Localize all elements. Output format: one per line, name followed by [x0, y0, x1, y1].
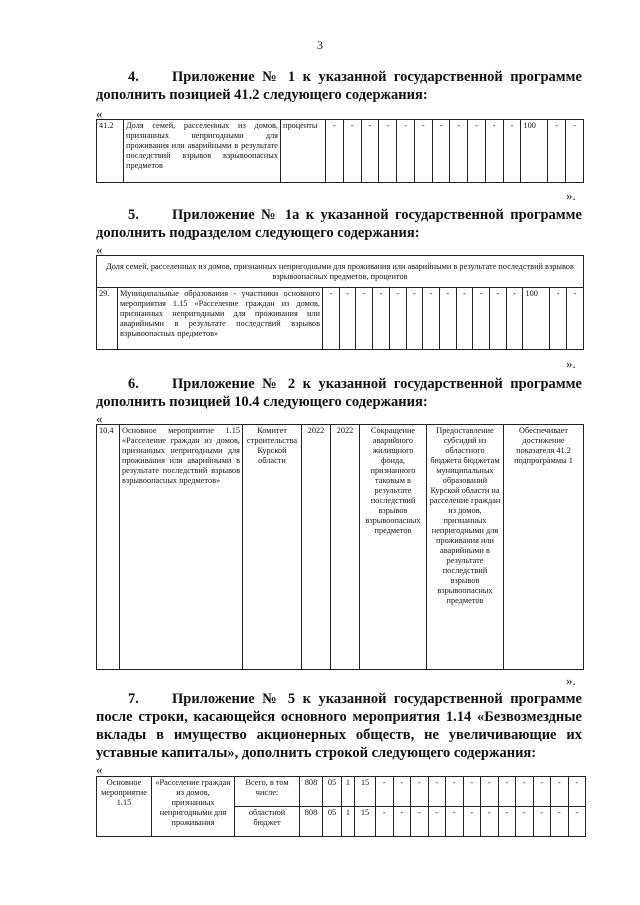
dash-cell: - [428, 777, 446, 807]
section-4-number: 4. [128, 69, 139, 85]
table-indicator-41-2 [96, 119, 584, 183]
dash-cell: - [393, 777, 411, 807]
source-total: Всего, в том числе: [235, 777, 300, 807]
dash-cell: - [533, 807, 551, 837]
row-title: «Расселение граждан из домов, признанных непригодными для проживания [152, 777, 235, 837]
row-id: 10.4 [97, 425, 120, 670]
section-6-body: Приложение № 2 к указанной государственной программе дополнить позицией 10.4 следующего содержания: [96, 376, 582, 410]
dash-cell: - [481, 807, 499, 837]
open-quote: « [96, 242, 103, 257]
dash-cell: - [567, 288, 584, 350]
dash-cell: - [376, 777, 394, 807]
section-6-number: 6. [128, 376, 139, 392]
cs-code: 15 [355, 807, 376, 837]
dash-cell: - [343, 120, 361, 183]
dash-cell: - [411, 777, 429, 807]
dash-cell: - [503, 120, 521, 183]
open-quote: « [96, 106, 103, 121]
dash-cell: - [323, 288, 340, 350]
dash-cell: - [550, 288, 567, 350]
close-quote: ». [566, 356, 576, 371]
page-number: 3 [317, 38, 323, 52]
row-id: 29. [97, 288, 118, 350]
row-result: Сокращение аварийного жилищного фонда, признанного таковым в результате последствий взрывов взрывоопасных предметов [360, 425, 427, 670]
dash-cell: - [506, 288, 523, 350]
dash-cell: - [450, 120, 468, 183]
dash-cell: - [423, 288, 440, 350]
dash-cell: - [473, 288, 490, 350]
dash-cell: - [446, 777, 464, 807]
table-appendix-5-row [96, 776, 586, 837]
subsection-header: Доля семей, расселенных из домов, признанных непригодными для проживания или аварийными в результате последствий взрывов взрывоопасных предметов, процентов [97, 256, 584, 288]
row-unit: проценты [281, 120, 326, 183]
open-quote: « [96, 762, 103, 777]
rz-code: 05 [323, 777, 342, 807]
section-5-number: 5. [128, 207, 139, 223]
dash-cell: - [566, 120, 584, 183]
dash-cell: - [551, 807, 569, 837]
dash-cell: - [326, 120, 344, 183]
row-name: Доля семей, расселенных из домов, признанных непригодными для проживания или аварийными в результате последствий взрывов взрывоопасных предметов [124, 120, 281, 183]
dash-cell: - [498, 807, 516, 837]
dash-cell: - [379, 120, 397, 183]
table-row [97, 120, 584, 183]
dash-cell: - [468, 120, 486, 183]
table-position-10-4 [96, 424, 584, 670]
pr-code: 1 [342, 807, 355, 837]
section-7-text [96, 690, 582, 762]
dash-cell: - [456, 288, 473, 350]
row-name: Муниципальные образования - участники основного мероприятия 1.15 «Расселение граждан из домов, признанных непригодными для проживания или аварийными в результате последствий взрывов взрывоопасных предметов» [118, 288, 323, 350]
table-row [97, 425, 584, 670]
cs-code: 15 [355, 777, 376, 807]
row-start-year: 2022 [302, 425, 331, 670]
section-6-text [96, 375, 582, 411]
row-name: Основное мероприятие 1.15 «Расселение граждан из домов, признанных непригодными для проживания или аварийными в результате последствий взрывов взрывоопасных предметов» [120, 425, 243, 670]
section-4-body: Приложение № 1 к указанной государственной программе дополнить позицией 41.2 следующего содержания: [96, 69, 582, 103]
grbs-code: 808 [300, 777, 323, 807]
section-7-body: Приложение № 5 к указанной государственной программе после строки, касающейся основного мероприятия 1.14 «Безвозмездные вклады в имущество акционерных обществ, не увеличивающие их уставные капиталы», дополнить строкой следующего содержания: [96, 691, 582, 761]
row-name: Основное мероприятие 1.15 [97, 777, 152, 837]
row-value: 100 [521, 120, 548, 183]
dash-cell: - [397, 120, 415, 183]
section-7-number: 7. [128, 691, 139, 707]
table-header-row [97, 256, 584, 288]
section-5-body: Приложение № 1а к указанной государственной программе дополнить подразделом следующего содержания: [96, 207, 582, 241]
dash-cell: - [373, 288, 390, 350]
dash-cell: - [516, 807, 534, 837]
dash-cell: - [432, 120, 450, 183]
row-id: 41.2 [97, 120, 124, 183]
section-4-text [96, 68, 582, 104]
dash-cell: - [568, 807, 586, 837]
open-quote: « [96, 411, 103, 426]
dash-cell: - [339, 288, 356, 350]
grbs-code: 808 [300, 807, 323, 837]
dash-cell: - [376, 807, 394, 837]
source-regional: областной бюджет [235, 807, 300, 837]
close-quote: ». [566, 188, 576, 203]
dash-cell: - [446, 807, 464, 837]
dash-cell: - [414, 120, 432, 183]
dash-cell: - [406, 288, 423, 350]
dash-cell: - [498, 777, 516, 807]
dash-cell: - [481, 777, 499, 807]
dash-cell: - [356, 288, 373, 350]
dash-cell: - [361, 120, 379, 183]
dash-cell: - [568, 777, 586, 807]
close-quote: ». [566, 673, 576, 688]
row-indicator: Обеспечивает достижение показателя 41.2 подпрограммы 1 [504, 425, 584, 670]
dash-cell: - [533, 777, 551, 807]
row-executor: Комитет строительства Курской области [243, 425, 302, 670]
dash-cell: - [548, 120, 566, 183]
rz-code: 05 [323, 807, 342, 837]
dash-cell: - [411, 807, 429, 837]
dash-cell: - [516, 777, 534, 807]
dash-cell: - [463, 807, 481, 837]
row-value: 100 [523, 288, 550, 350]
table-subsection-29 [96, 255, 584, 350]
dash-cell: - [485, 120, 503, 183]
dash-cell: - [428, 807, 446, 837]
table-row [97, 288, 584, 350]
dash-cell: - [463, 777, 481, 807]
pr-code: 1 [342, 777, 355, 807]
row-subsidy: Предоставление субсидий из областного бюджета бюджетам муниципальных образований Курской области на расселение граждан из домов, признанных непригодными для проживания или аварийными в результате последствий взрывов взрывоопасных предметов [427, 425, 504, 670]
dash-cell: - [551, 777, 569, 807]
dash-cell: - [439, 288, 456, 350]
dash-cell: - [393, 807, 411, 837]
section-5-text [96, 206, 582, 242]
table-row [97, 777, 586, 807]
dash-cell: - [389, 288, 406, 350]
row-end-year: 2022 [331, 425, 360, 670]
dash-cell: - [490, 288, 507, 350]
